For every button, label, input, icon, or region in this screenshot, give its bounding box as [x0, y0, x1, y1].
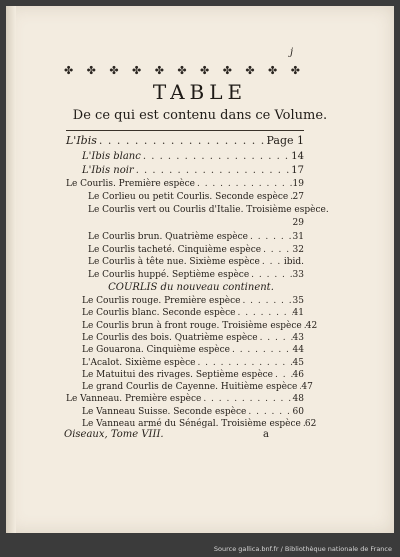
fleuron-ornament: ✤	[154, 64, 164, 77]
toc-entry	[66, 179, 304, 193]
toc-entry	[88, 218, 304, 232]
fleuron-ornament: ✤	[64, 64, 74, 77]
toc-label: L'Ibis	[66, 134, 97, 147]
toc-leader	[248, 232, 293, 242]
toc-label: L'Ibis noir	[82, 165, 134, 176]
toc-label: Le Courlis. Première espèce	[66, 179, 195, 189]
page-title: TABLE	[152, 80, 248, 104]
toc-label: Le Courlis brun à front rouge. Troisième espèce	[82, 320, 302, 331]
fleuron-ornament: ✤	[86, 64, 96, 77]
toc-page: 35	[292, 296, 304, 306]
fleuron-ornament: ✤	[268, 64, 278, 77]
toc-entry-ibis	[66, 134, 304, 148]
fleuron-ornament: ✤	[245, 64, 255, 77]
toc-page: 27	[292, 192, 304, 202]
fleuron-ornament: ✤	[290, 64, 300, 77]
toc-leader	[246, 407, 292, 417]
toc-page: 46	[292, 369, 304, 380]
signature-mark: j	[290, 47, 294, 58]
toc-leader	[141, 151, 291, 162]
toc-entry	[88, 232, 304, 246]
toc-page: 33	[292, 270, 304, 280]
toc-page: 14	[291, 151, 304, 162]
toc-label: Le Courlis des bois. Quatrième espèce	[82, 332, 258, 343]
toc-page: 19	[292, 179, 304, 189]
toc-label: Le Vanneau armé du Sénégal. Troisième espèce	[82, 419, 301, 429]
toc-entry	[88, 270, 304, 284]
toc-page: 41	[292, 308, 304, 319]
toc-page: 32	[292, 245, 304, 255]
toc-label: L'Ibis blanc	[82, 151, 141, 162]
toc-entry	[82, 151, 304, 165]
toc-leader	[230, 345, 293, 355]
fleuron-ornament: ✤	[222, 64, 232, 77]
book-page	[6, 6, 394, 533]
toc-label: Le Courlis huppé. Septième espèce	[88, 270, 250, 280]
toc-label: L'Acalot. Sixième espèce	[82, 357, 196, 368]
toc-entry	[88, 205, 329, 219]
fleuron-ornament: ✤	[200, 64, 210, 77]
toc-label: Le Courlis brun. Quatrième espèce	[88, 232, 248, 242]
toc-label: Le Vanneau Suisse. Seconde espèce	[82, 406, 247, 417]
toc-label: Le Gouarona. Cinquième espèce	[82, 345, 230, 356]
fleuron-ornament: ✤	[132, 64, 142, 77]
toc-label: Le grand Courlis de Cayenne. Huitième espèce	[82, 382, 298, 393]
toc-label: Le Corlieu ou petit Courlis. Seconde espèce	[88, 192, 289, 202]
top-rule	[66, 130, 304, 131]
toc-label: Le Courlis blanc. Seconde espèce	[82, 308, 236, 319]
toc-page: ibid.	[283, 257, 304, 267]
fleuron-ornament: ✤	[177, 64, 187, 77]
toc-leader	[258, 333, 293, 343]
toc-page: 17	[291, 165, 304, 176]
toc-page: 43	[292, 332, 304, 343]
toc-page: 60	[292, 406, 304, 417]
toc-label: Le Courlis vert ou Courlis d'Italie. Troisième espèce.	[88, 205, 329, 215]
toc-leader	[260, 257, 284, 267]
toc-page: 42	[305, 320, 318, 331]
toc-leader	[97, 134, 267, 147]
toc-label: Le Courlis rouge. Première espèce	[82, 296, 241, 306]
toc-page: 29	[292, 218, 304, 228]
section-title: COURLIS du nouveau continent.	[108, 282, 274, 293]
toc-page: 48	[292, 394, 304, 405]
toc-label: Le Vanneau. Première espèce	[66, 394, 202, 405]
toc-leader	[201, 394, 292, 404]
toc-page: 31	[292, 232, 304, 242]
toc-entry	[88, 192, 304, 206]
toc-label: Le Courlis à tête nue. Sixième espèce	[88, 257, 260, 267]
toc-page: 62	[304, 419, 317, 429]
toc-leader	[235, 308, 292, 318]
toc-leader	[273, 370, 293, 380]
toc-leader	[240, 296, 292, 306]
toc-page: 44	[292, 345, 304, 356]
toc-label: Le Courlis tacheté. Cinquième espèce	[88, 245, 262, 255]
toc-leader	[134, 165, 292, 176]
toc-page: 45	[292, 357, 304, 368]
toc-page: Page 1	[266, 134, 304, 147]
source-note: Source gallica.bnf.fr / Bibliothèque nationale de France	[213, 545, 392, 553]
footer-signature: a	[263, 429, 269, 440]
toc-page: 47	[301, 382, 313, 393]
page-subtitle: De ce qui est contenu dans ce Volume.	[72, 108, 328, 123]
toc-entry	[82, 165, 304, 179]
toc-leader	[195, 179, 293, 189]
toc-label: Le Matuitui des rivages. Septième espèce	[82, 369, 274, 380]
footer-volume: Oiseaux, Tome VIII.	[64, 429, 164, 440]
toc-leader	[195, 358, 292, 368]
ornament-band	[64, 64, 300, 78]
toc-leader	[249, 270, 292, 280]
toc-leader	[261, 245, 292, 255]
toc-entry	[88, 257, 304, 271]
fleuron-ornament: ✤	[109, 64, 119, 77]
